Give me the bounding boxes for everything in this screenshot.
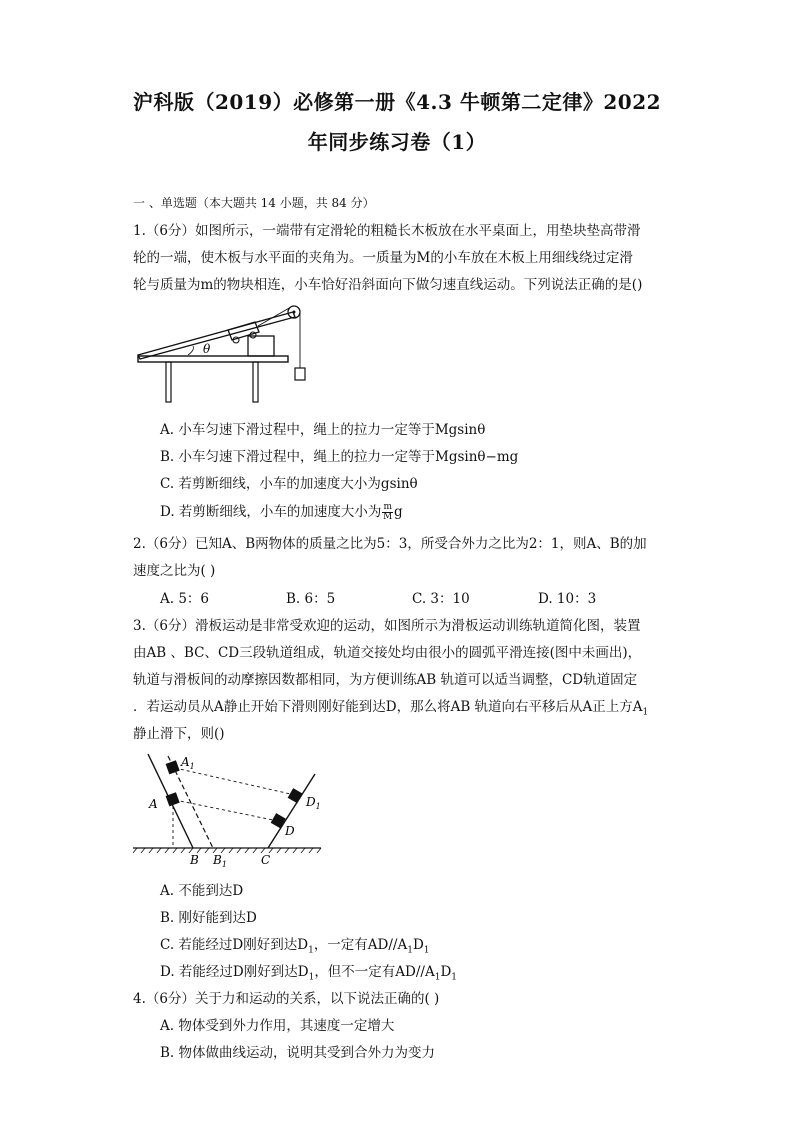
q3-text-line4-sub: 1: [642, 707, 649, 718]
q3-option-d-sub2: 1: [434, 972, 441, 983]
q3-label-d: D: [285, 824, 295, 838]
q1-text-line1: 1.（6分）如图所示，一端带有定滑轮的粗糙长木板放在水平桌面上，用垫块垫高带滑: [133, 223, 641, 239]
q2-text-line1: 2.（6分）已知A、B两物体的质量之比为5：3，所受合外力之比为2：1，则A、B的加: [133, 536, 647, 552]
section-header: 一 、单选题（本大题共 14 小题，共 84 分）: [133, 196, 375, 210]
q3-text-line4-main: ．若运动员从A静止开始下滑则刚好能到达D，那么将AB 轨道向右平移后从A正上方A: [133, 699, 643, 715]
q3-label-b: B: [190, 853, 199, 867]
fraction-denominator: M: [383, 512, 393, 522]
q1-angle-label: θ: [203, 342, 211, 356]
q2-option-c[interactable]: C. 3：10: [412, 591, 470, 607]
q3-option-c-part3: D: [412, 937, 424, 953]
q3-label-d1: $D_1$: [306, 795, 321, 811]
q3-option-c-sub1: 1: [308, 945, 314, 956]
q4-option-b[interactable]: B. 物体做曲线运动，说明其受到合外力为变力: [160, 1045, 436, 1061]
q2-option-a[interactable]: A. 5：6: [160, 591, 210, 607]
q3-option-a[interactable]: A. 不能到达D: [160, 883, 244, 899]
q3-option-d-part3: D: [440, 964, 452, 980]
q3-text-line5: 静止滑下，则(): [133, 726, 225, 742]
q1-option-a[interactable]: A. 小车匀速下滑过程中，绳上的拉力一定等于Mgsinθ: [160, 422, 486, 438]
q3-option-c-part2: ，一定有AD//A: [313, 937, 408, 953]
q3-option-d-part2: ，但不一定有AD//A: [314, 964, 435, 980]
q1-option-d-suffix: g: [393, 504, 403, 520]
q1-option-c[interactable]: C. 若剪断细线，小车的加速度大小为gsinθ: [160, 476, 418, 492]
q4-text-line1: 4.（6分）关于力和运动的关系，以下说法正确的( ): [133, 991, 440, 1007]
q3-label-a1: $A_1$: [181, 755, 195, 771]
q3-text-line3: 轨道与滑板间的动摩擦因数都相同，为方便训练AB 轨道可以适当调整，CD轨道固定: [133, 672, 638, 688]
q3-option-c[interactable]: [160, 933, 430, 956]
q4-option-a[interactable]: A. 物体受到外力作用，其速度一定增大: [160, 1018, 395, 1034]
q3-option-c-part1: C. 若能经过D刚好到达D: [160, 937, 309, 953]
q2-option-d[interactable]: D. 10：3: [538, 591, 597, 607]
q3-option-b[interactable]: B. 刚好能到达D: [160, 910, 257, 926]
q2-option-b[interactable]: B. 6：5: [286, 591, 336, 607]
fraction-numerator: m: [383, 502, 392, 512]
q1-option-d[interactable]: [160, 500, 403, 522]
q3-label-c: C: [261, 853, 271, 867]
q3-option-c-sub3: 1: [423, 945, 430, 956]
page-title-line2: 年同步练习卷（1）: [307, 130, 487, 154]
q2-text-line2: 速度之比为( ): [133, 563, 216, 579]
q1-option-d-prefix: D. 若剪断细线，小车的加速度大小为: [160, 504, 382, 520]
page-title-line1: 沪科版（2019）必修第一册《4.3 牛顿第二定律》2022: [132, 90, 662, 114]
q1-option-d-fraction: [382, 503, 393, 522]
q3-label-b1: $B_1$: [213, 853, 227, 869]
q3-text-line2: 由AB 、BC、CD三段轨道组成，轨道交接处均由很小的圆弧平滑连接(图中未画出)，: [133, 645, 642, 661]
q1-text-line2: 轮的一端，使木板与水平面的夹角为。一质量为M的小车放在木板上用细线绕过定滑: [133, 250, 633, 266]
q3-text-line4: [133, 695, 648, 718]
q3-option-d-sub3: 1: [451, 972, 458, 983]
q3-option-d-part1: D. 若能经过D刚好到达D: [160, 964, 309, 980]
q3-option-d[interactable]: [160, 960, 457, 983]
q3-option-d-sub1: 1: [308, 972, 315, 983]
q3-track-figure: [133, 748, 323, 870]
q1-incline-figure: [133, 300, 313, 408]
q1-text-line3: 轮与质量为m的物块相连，小车恰好沿斜面向下做匀速直线运动。下列说法正确的是(): [133, 277, 643, 293]
q3-option-c-sub2: 1: [407, 945, 413, 956]
q3-text-line1: 3.（6分）滑板运动是非常受欢迎的运动，如图所示为滑板运动训练轨道简化图，装置: [133, 618, 641, 634]
q1-option-b[interactable]: B. 小车匀速下滑过程中，绳上的拉力一定等于Mgsinθ−mg: [160, 449, 519, 465]
q3-label-a: A: [149, 797, 158, 811]
